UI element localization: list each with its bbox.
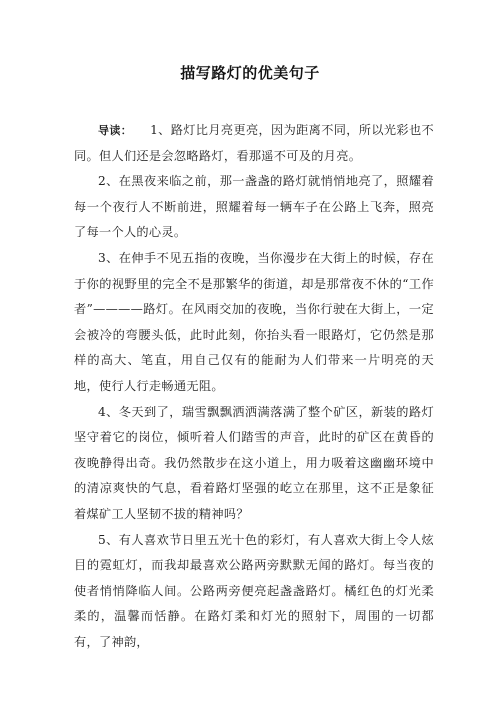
page-title: 描写路灯的优美句子 — [180, 64, 320, 82]
intro-label: 导读： — [98, 124, 133, 137]
paragraph-5: 5、有人喜欢节日里五光十色的彩灯，有人喜欢大街上令人炫目的霓虹灯，而我却最喜欢公路两旁默默无闻的路灯。每当夜的使者悄悄降临人间。公路两旁便亮起盏盏路灯。橘红色的灯光柔柔的，温馨而恬静。在路灯柔和灯光的照射下，周围的一切都有，了神韵， — [74, 532, 434, 649]
paragraph-3: 3、在伸手不见五指的夜晚，当你漫步在大街上的时候，存在于你的视野里的完全不是那繁华的街道，却是那常夜不休的“工作者”————路灯。在风雨交加的夜晚，当你行驶在大街上，一定会被冷的弯腰头低，此时此刻，你抬头看一眼路灯，它仍然是那样的高大、笔直，用自己仅有的能耐为人们带来一片明亮的天地，使行人行走畅通无阻。 — [74, 250, 434, 393]
paragraph-1 — [74, 118, 434, 169]
paragraph-1-text: 1、路灯比月亮更亮，因为距离不同，所以光彩也不同。但人们还是会忽略路灯，看那遥不可及的月亮。 — [74, 123, 434, 163]
paragraph-2: 2、在黑夜来临之前，那一盏盏的路灯就悄悄地亮了，照耀着每一个夜行人不断前进，照耀着每一辆车子在公路上飞奔，照亮了每一个人的心灵。 — [74, 174, 434, 240]
paragraph-4: 4、冬天到了，瑞雪飘飘洒洒满落满了整个矿区，新装的路灯坚守着它的岗位，倾听着人们踏雪的声音，此时的矿区在黄昏的夜晚静得出奇。我仍然散步在这小道上，用力吸着这幽幽环境中的清凉爽快的气息，看着路灯坚强的屹立在那里，这不正是象征着煤矿工人坚韧不拔的精神吗？ — [74, 404, 434, 521]
article-body — [74, 118, 434, 655]
